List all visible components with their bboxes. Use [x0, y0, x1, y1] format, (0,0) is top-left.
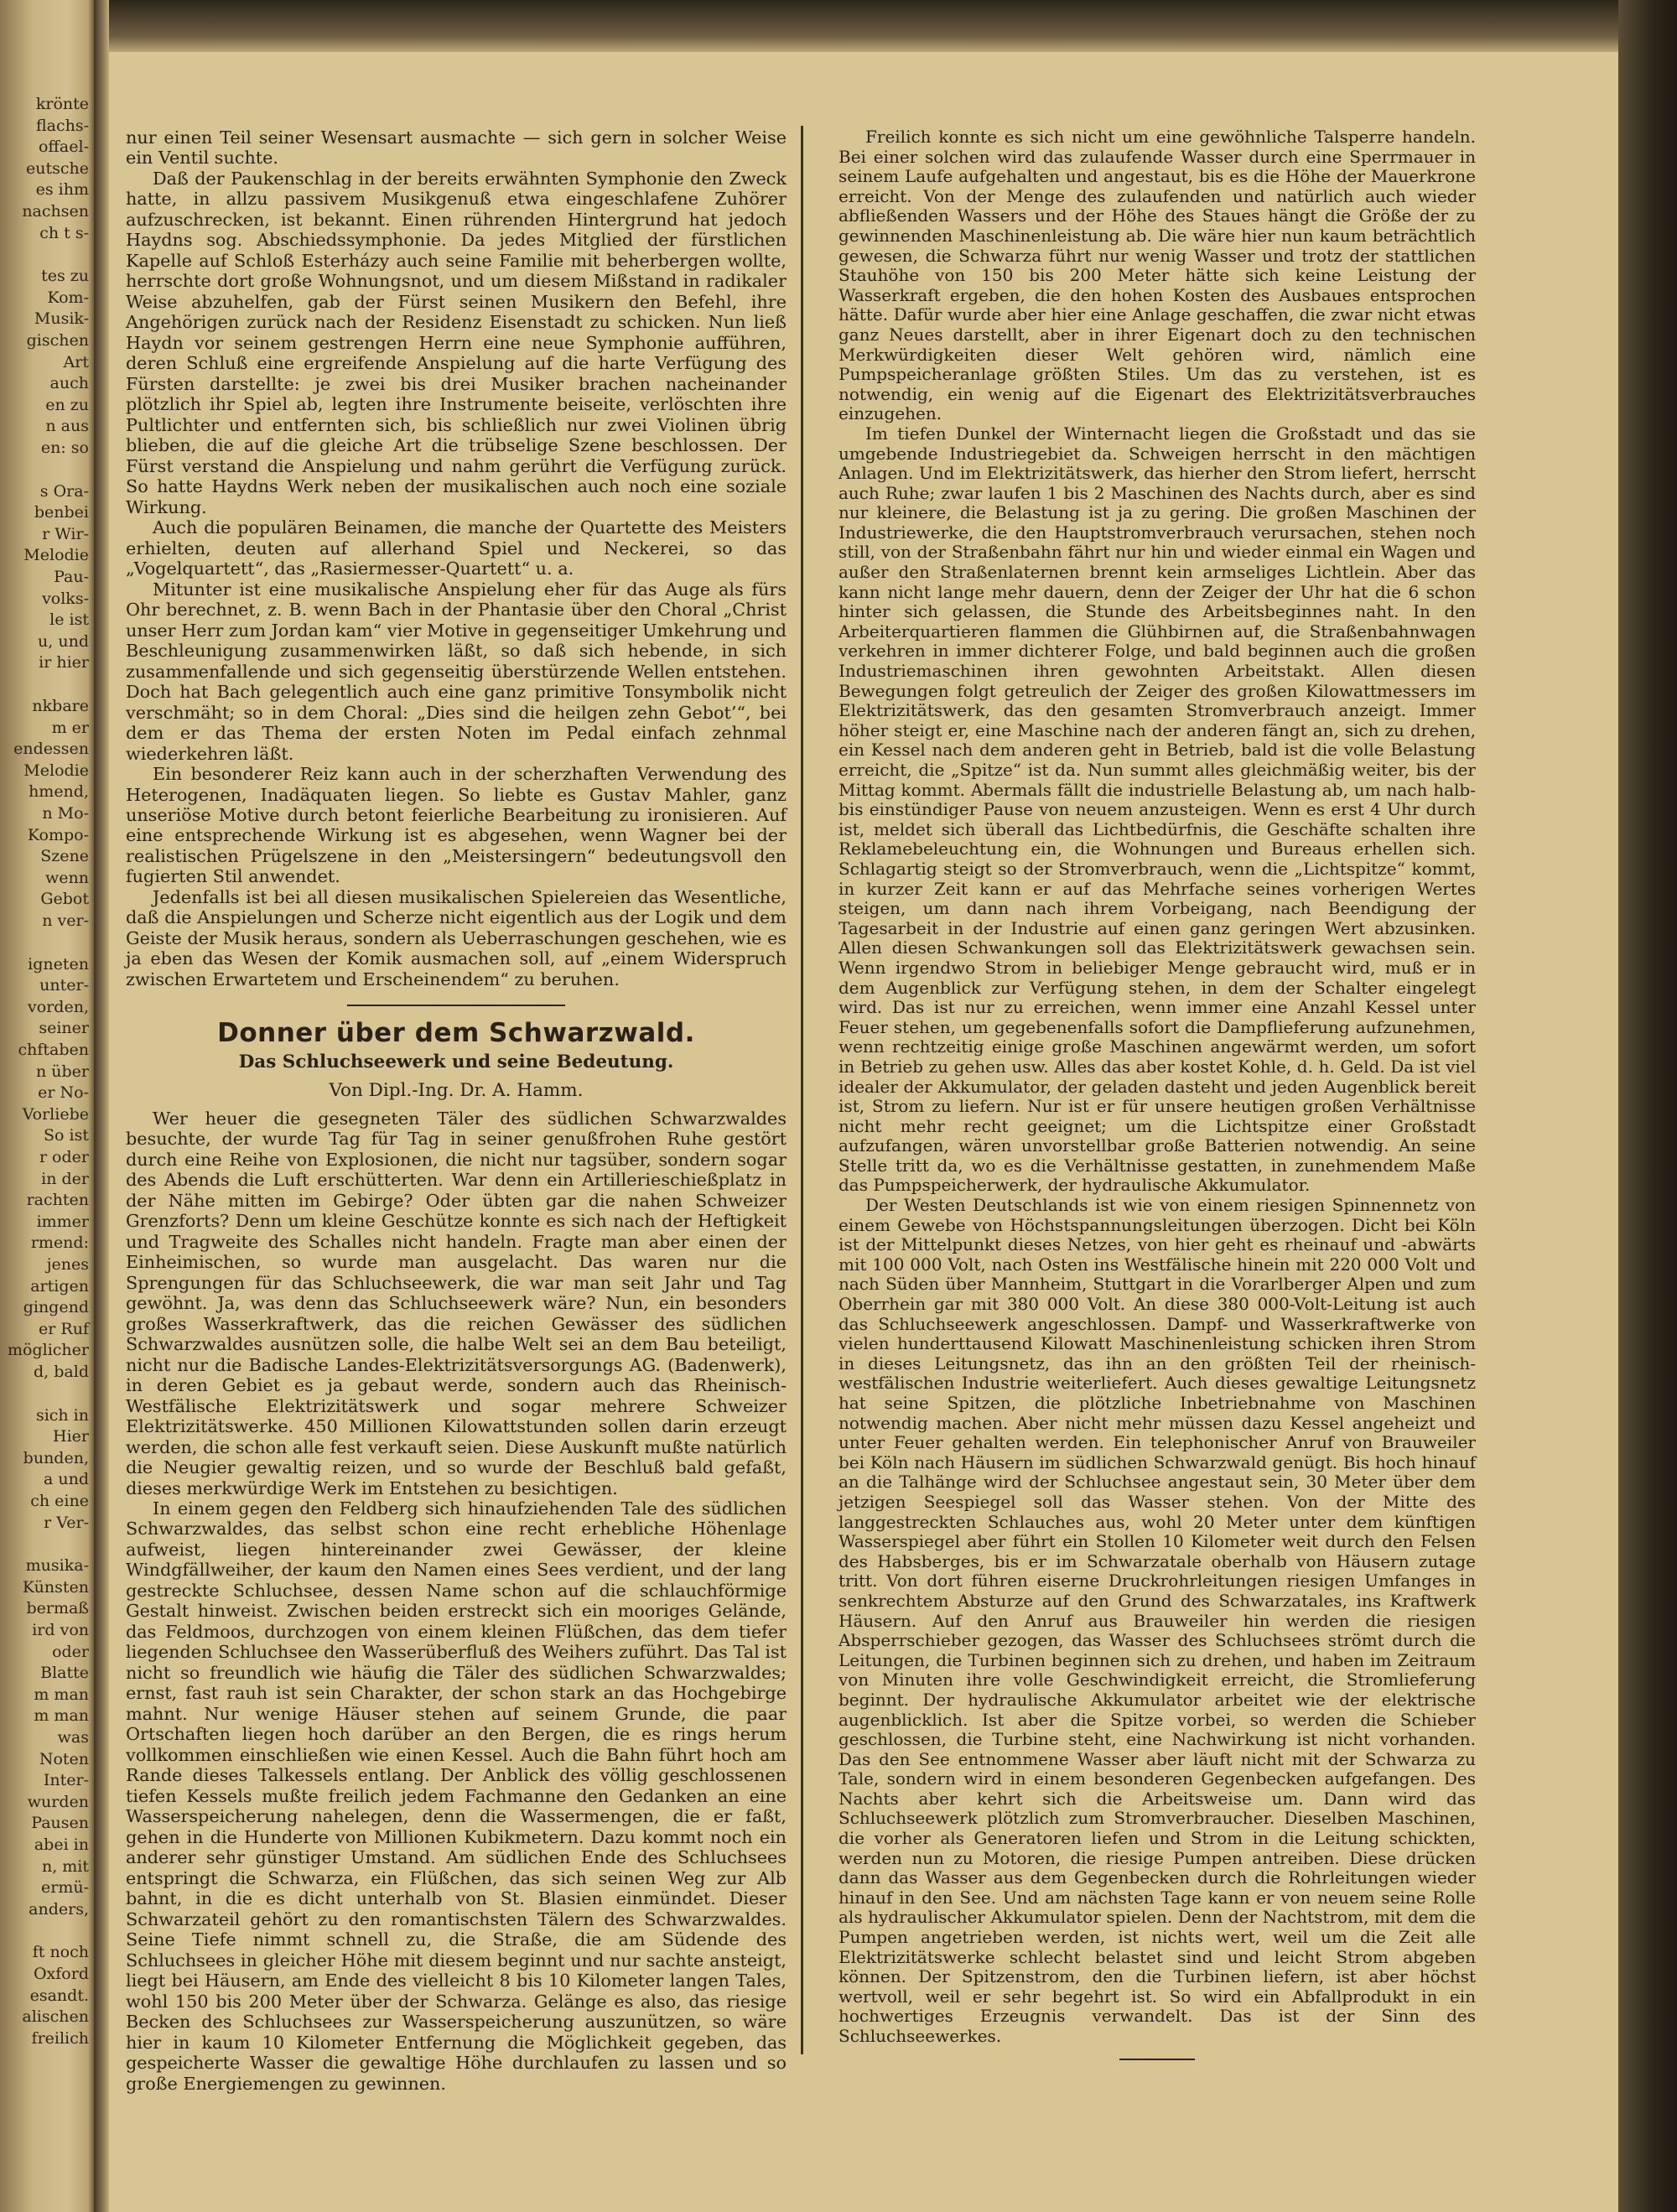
margin-fragment: flachs-	[35, 116, 89, 135]
margin-fragment: es ihm	[35, 180, 89, 200]
margin-fragment: n Mo-	[42, 804, 89, 823]
margin-fragment: Melodie	[23, 761, 89, 780]
margin-fragment: in der	[41, 1169, 89, 1188]
margin-fragment: Kompo-	[27, 825, 89, 844]
margin-fragment: n ver-	[42, 911, 89, 930]
margin-fragment: Vorliebe	[22, 1104, 89, 1124]
margin-fragment: So ist	[44, 1126, 89, 1145]
left-paragraph: nur einen Teil seiner Wesensart ausmachte — sich gern in solcher Weise ein Ventil suchte.	[126, 127, 787, 169]
book-top-edge	[109, 0, 1618, 52]
margin-fragment: s Ora-	[39, 481, 89, 501]
margin-fragment: m er	[51, 718, 89, 737]
margin-fragment: Gebot	[40, 890, 89, 909]
margin-fragment: eutsche	[26, 158, 89, 178]
margin-fragment: r oder	[39, 1148, 89, 1166]
margin-fragment: artigen	[30, 1276, 89, 1296]
margin-fragment: tes zu	[41, 267, 89, 286]
margin-fragment: er Ruf	[39, 1319, 89, 1338]
margin-fragment: wurden	[27, 1792, 89, 1811]
article-paragraph: Der Westen Deutschlands ist wie von einem riesigen Spinnennetz von einem Gewebe von Höchstspannungsleitungen überzogen. Dicht bei Köln ist der Mittelpunkt dieses Netzes, von hier geht es rheinauf und -abwärts mit 100 000 Volt, nach Osten ins Westfälische hinein mit 220 000 Volt und nach Süden über Mannheim, Stuttgart in die Vorarlberger Alpen und zum Oberrhein gar mit 380 000 Volt. An diese 380 000-Volt-Leitung ist auch das Schluchseewerk angeschlossen. Dampf- und Wasserkraftwerke von vielen hunderttausend Kilowatt Maschinenleistung schicken ihren Strom in dieses Leitungsnetz, das ihn an den größten Teil der rheinisch-westfälischen Industrie weiterliefert. Auch dieses gewaltige Leitungsnetz hat seine Spitzen, die plötzliche Inbetriebnahme von Maschinen notwendig machen. Aber nicht mehr müssen dazu Kessel angeheizt und unter Feuer gehalten werden. Ein telephonischer Anruf von Brauweiler bei Köln nach Häusern im südlichen Schwarzwald genügt. Bis hoch hinauf an die Talhänge wird der Schluchsee angestaut sein, 30 Meter über dem jetzigen Seespiegel soll das Wasser stehen. Von der Mitte des langgestreckten Schlauches aus, wohl 20 Meter unter dem künftigen Wasserspiegel aber führt ein Stollen 10 Kilometer weit durch den Felsen des Habsberges, bis er im Schwarzatale oberhalb von Häusern zutage tritt. Von dort führen eiserne Druckrohrleitungen riesigen Umfanges in senkrechtem Absturze auf den Grund des Schwarzatales, ins Kraftwerk Häusern. Auf den Anruf aus Brauweiler hin werden die riesigen Absperrschieber gezogen, das Wasser des Schluchsees strömt durch die Leitungen, die Turbinen beginnen sich zu drehen, und haben im Zeitraum von Minuten ihre volle Geschwindigkeit erreicht, die Stromlieferung beginnt. Der hydraulische Akkumulator arbeitet wie der elektrische augenblicklich. Ist aber die Spitze vorbei, so werden die Schieber geschlossen, die Turbine steht, eine Nachwirkung ist nicht vorhanden. Das den See entnommene Wasser aber läuft nicht mit der Schwarza zu Tale, sondern wird in einem besonderen Gegenbecken aufgefangen. Des Nachts aber kehrt sich die Arbeitsweise um. Dann wird das Schluchseewerk plötzlich zum Stromverbraucher. Dieselben Maschinen, die vorher als Generatoren liefen und Strom in die Leitung schickten, werden nun zu Motoren, die riesige Pumpen antreiben. Diese drücken dann das Wasser aus dem Gegenbecken durch die Rohrleitungen wieder hinauf in den See. Und am nächsten Tage kann er von neuem seine Rolle als hydraulischer Akkumulator spielen. Denn der Nachtstrom, mit dem die Pumpen angetrieben werden, ist nichts wert, weil um die Zeit alle Elektrizitätswerke schlecht belastet sind und leicht Strom abgeben können. Der Spitzenstrom, den die Turbinen liefern, ist aber höchst wertvoll, weil er sehr begehrt ist. So wird ein Abfallprodukt in ein hochwertiges Erzeugnis verwandelt. Das ist der Sinn des Schluchseewerkes.	[838, 1195, 1476, 2046]
margin-fragment: en zu	[45, 395, 89, 414]
right-column	[838, 127, 1476, 2060]
margin-fragment: möglicher	[8, 1341, 89, 1360]
margin-fragment: Pau-	[54, 568, 89, 586]
margin-fragment: r Ver-	[44, 1513, 89, 1532]
margin-fragment: Melodie	[23, 546, 89, 565]
column-rule	[801, 126, 803, 2054]
margin-fragment: benbei	[34, 503, 89, 522]
book-right-edge	[1618, 0, 1677, 2212]
left-paragraph: Daß der Paukenschlag in der bereits erwähnten Symphonie den Zweck hatte, in allzu passivem Musikgenuß etwa eingeschlafene Zuhörer aufzuschrecken, ist bekannt. Einen rührenden Hintergrund hat jedoch Haydns sog. Abschiedssymphonie. Da jedes Mitglied der fürstlichen Kapelle auf Schloß Esterházy auch seine Familie mit beherbergen wollte, herrschte dort große Wohnungsnot, und um diesem Mißstand in radikaler Weise abzuhelfen, gab der Fürst seinen Musikern den Befehl, ihre Angehörigen zurück nach der Residenz Eisenstadt zu schicken. Nun ließ Haydn vor seinem gestrengen Herrn eine neue Symphonie aufführen, deren Schluß eine ergreifende Anspielung auf die harte Verfügung des Fürsten darstellte: je zwei bis drei Musiker brachen nacheinander plötzlich ihr Spiel ab, legten ihre Instrumente beiseite, verlöschten ihre Pultlichter und entfernten sich, bis schließlich nur zwei Violinen übrig blieben, die auf die gleiche Art die trübselige Szene beschlossen. Der Fürst verstand die Anspielung und nahm gerührt die Verfügung zurück. So hatte Haydns Werk neben der musikalischen auch noch eine soziale Wirkung.	[126, 168, 787, 517]
margin-fragment: chftaben	[18, 1041, 89, 1059]
margin-fragment: u, und	[38, 631, 89, 651]
left-paragraph: Mitunter ist eine musikalische Anspielung eher für das Auge als fürs Ohr berechnet, z. B. wenn Bach in der Phantasie über den Choral „Christ unser Herr zum Jordan kam“ vier Motive in gegenseitiger Umkehrung und Beschleunigung zusammenwirken läßt, so daß sich hebende, in sich zusammenfallende und sich gegenseitig überstürzende Wellen entstehen. Doch hat Bach gelegentlich auch eine ganz primitive Tonsymbolik nicht verschmäht; so in dem Choral: „Dies sind die heilgen zehn Gebot’“, bei dem er das Thema der ersten Noten im Pedal einfach zehnmal wiederkehren läßt.	[126, 579, 787, 764]
margin-fragment: oder	[52, 1642, 89, 1661]
margin-fragment: le ist	[49, 610, 89, 630]
margin-fragment: sich in	[35, 1405, 89, 1425]
margin-fragment: Noten	[39, 1749, 89, 1768]
margin-fragment: anders,	[29, 1899, 89, 1919]
margin-fragment: abei in	[34, 1836, 89, 1854]
article-paragraph: Wer heuer die gesegneten Täler des südlichen Schwarzwaldes besuchte, der wurde Tag für Tag in seiner genußfrohen Ruhe gestört durch eine Reihe von Explosionen, die nicht nur tagsüber, sondern sogar des Abends die Luft erschütterten. War denn ein Artillerieschießplatz in der Nähe mitten im Gebirge? Oder übten gar die nahen Schweizer Grenzforts? Denn um kleine Geschütze konnte es sich nach der Heftigkeit und Tragweite des Schalles nicht handeln. Fragte man aber einen der Einheimischen, so wurde man ausgelacht. Das waren nur die Sprengungen für das Schluchseewerk, die war man seit Jahr und Tag gewöhnt. Ja, was denn das Schluchseewerk wäre? Nun, ein besonders großes Wasserkraftwerk, das die reichen Gewässer des südlichen Schwarzwaldes ausnützen solle, die halbe Welt sei an dem Bau beteiligt, nicht nur die Badische Landes-Elektrizitätsversorgungs AG. (Badenwerk), in deren Gebiet es ja gebaut werde, sondern auch das Rheinisch-Westfälische Elektrizitätswerk und sogar mehrere Schweizer Elektrizitätswerke. 450 Millionen Kilowattstunden sollen darin erzeugt werden, die schon alle fest verkauft seien. Diese Auskunft mußte natürlich die Neugier gewaltig reizen, und so wurde der Beschluß bald gefaßt, dieses merkwürdige Werk im Entstehen zu besichtigen.	[126, 1108, 787, 1498]
margin-fragment: n, mit	[41, 1856, 89, 1876]
margin-fragment: er No-	[38, 1083, 89, 1103]
margin-fragment: Pausen	[31, 1814, 89, 1833]
margin-fragment: bunden,	[23, 1448, 89, 1467]
margin-fragment: m man	[34, 1685, 89, 1704]
left-paragraph: Jedenfalls ist bei all diesen musikalischen Spielereien das Wesentliche, daß die Anspielungen und Scherze nicht eigentlich aus der Logik und dem Geiste der Musik heraus, sondern als Ueberraschungen geschehen, wie es ja eben das Wesen der Komik ausmachen soll, auf „einem Widerspruch zwischen Erwartetem und Erscheinendem“ zu beruhen.	[126, 886, 787, 989]
margin-fragment: Hier	[53, 1427, 89, 1446]
margin-fragment: Musik-	[34, 309, 89, 329]
margin-fragment: Art	[63, 352, 89, 371]
margin-fragment: nkbare	[32, 697, 89, 715]
margin-fragment: musika-	[25, 1556, 89, 1576]
margin-fragment: Kom-	[47, 288, 89, 307]
margin-fragment: krönte	[35, 95, 89, 113]
article-end-rule	[1119, 2059, 1195, 2060]
margin-fragment: Szene	[40, 847, 89, 866]
margin-fragment: rachten	[26, 1191, 89, 1210]
article-subhead: Das Schluchseewerk und seine Bedeutung.	[238, 1051, 674, 1072]
margin-fragment: Oxford	[33, 1965, 89, 1983]
margin-fragment: gingend	[23, 1298, 89, 1317]
margin-fragment: n über	[35, 1062, 89, 1081]
article-paragraph: Freilich konnte es sich nicht um eine gewöhnliche Talsperre handeln. Bei einer solchen wird das zulaufende Wasser durch eine Sperrmauer in seinem Laufe aufgehalten und angestaut, bis es die Höhe der Mauerkrone erreicht. Von der Menge des zulaufenden und natürlich auch wieder abfließenden Wassers und der Höhe des Staues hängt die Größe der zu gewinnenden Maschinenleistung ab. Die wäre hier nun kaum beträchtlich gewesen, die Schwarza führt nur wenig Wasser und trotz der stattlichen Stauhöhe von 150 bis 200 Meter hätte sich keine Leistung der Wasserkraft ergeben, die den hohen Kosten des Ausbaues entsprochen hätte. Dafür wurde aber hier eine Anlage geschaffen, die zwar nicht etwas ganz Neues darstellt, aber in ihrer Eigenart doch zu den technischen Merkwürdigkeiten dieser Welt gehören wird, nämlich eine Pumpspeicheranlage größten Stiles. Um das zu verstehen, ist es notwendig, ein wenig auf die Eigenart des Elektrizitätsverbrauches einzugehen.	[838, 127, 1476, 424]
margin-fragment: jenes	[46, 1255, 89, 1274]
margin-fragment: alischen	[22, 2007, 89, 2027]
left-column	[126, 127, 787, 2094]
margin-fragment: d, bald	[34, 1363, 89, 1381]
left-paragraph: Ein besonderer Reiz kann auch in der scherzhaften Verwendung des Heterogenen, Inadäquaten liegen. So liebte es Gustav Mahler, ganz unseriöse Motive durch betont feierliche Bearbeitung zu ironisieren. Auf eine entsprechende Wirkung ist es abgesehen, wenn Wagner bei der realistischen Prügelszene in den „Meistersingern“ bedeutungsvoll den fugierten Stil anwendet.	[126, 764, 787, 887]
article-headline: Donner über dem Schwarzwald.	[217, 1018, 695, 1049]
margin-fragment: wenn	[45, 868, 89, 887]
margin-fragment: was	[57, 1728, 89, 1747]
left-paragraph: Auch die populären Beinamen, die manche der Quartette des Meisters erhielten, deuten auf allerhand Spiel und Neckerei, so das „Vogelquartett“, das „Rasiermesser-Quartett“ u. a.	[126, 517, 787, 579]
margin-fragment: Blatte	[40, 1664, 89, 1683]
margin-fragment: nachsen	[22, 202, 89, 221]
margin-fragment: esandt.	[29, 1986, 89, 2005]
previous-page-margin	[0, 0, 94, 2212]
margin-fragment: immer	[36, 1212, 89, 1231]
margin-fragment: r Wir-	[42, 524, 89, 543]
margin-fragment: a und	[43, 1470, 89, 1489]
margin-fragment: hmend,	[29, 782, 89, 802]
margin-fragment: ft noch	[32, 1943, 89, 1962]
margin-fragment: endessen	[13, 740, 89, 759]
margin-fragment: freilich	[31, 2028, 89, 2048]
margin-fragment: unter-	[39, 976, 89, 995]
margin-fragment: ird von	[32, 1621, 89, 1639]
section-divider	[347, 1005, 565, 1006]
article-paragraph: In einem gegen den Feldberg sich hinaufziehenden Tale des südlichen Schwarzwaldes, das selbst schon eine recht erhebliche Höhenlage aufweist, liegen hintereinander zwei Gewässer, der kleine Windgfällweiher, der kaum den Namen eines Sees verdient, und der lang gestreckte Schluchsee, dessen Name schon auf die schlauchförmige Gestalt hinweist. Zwischen beiden erstreckt sich ein mooriges Gelände, das Feldmoos, durchzogen von einem kleinen Flüßchen, das dem tiefer liegenden Schluchsee den Wasserüberfluß des Weihers zuführt. Das Tal ist nicht so freundlich wie häufig die Täler des südlichen Schwarzwaldes; ernst, fast rauh ist sein Charakter, der schon stark an das Hochgebirge mahnt. Nur wenige Häuser stehen auf seinem Grunde, die paar Ortschaften liegen hoch darüber an den Bergen, die es rings herum vollkommen einschließen wie einen Kessel. Auch die Bahn führt hoch am Rande dieses Talkessels entlang. Der Anblick des völlig geschlossenen tiefen Kessels mußte freilich jedem Fachmanne den Gedanken an eine Wasserspeicherung nahelegen, denn die Wassermengen, die er faßt, gehen in die Hunderte von Millionen Kubikmetern. Dazu kommt noch ein anderer sehr günstiger Umstand. Am südlichen Ende des Schluchsees entspringt die Schwarza, ein Flüßchen, das sich seinen Weg zur Alb bahnt, in die es dicht unterhalb von St. Blasien einmündet. Dieser Schwarzateil gehört zu den romantischsten Tälern des Schwarzwaldes. Seine Tiefe nimmt schnell zu, die Straße, die am Südende des Schluchsees in gleicher Höhe mit diesem beginnt und nur sachte ansteigt, liegt bei Häusern, am Ende des vielleicht 8 bis 10 Kilometer langen Tales, wohl 150 bis 200 Meter über der Schwarza. Gelänge es also, das riesige Becken des Schluchsees zur Wasserspeicherung auszunützen, so wäre hier in kaum 10 Kilometer Entfernung die Möglichkeit gegeben, das gespeicherte Wasser die gewaltige Höhe durchlaufen zu lassen und so große Energiemengen zu gewinnen.	[126, 1498, 787, 2094]
article-paragraph: Im tiefen Dunkel der Winternacht liegen die Großstadt und das sie umgebende Industriegebiet da. Schweigen herrscht in den mächtigen Anlagen. Und im Elektrizitätswerk, das hierher den Strom liefert, herrscht auch Ruhe; zwar laufen 1 bis 2 Maschinen des Nachts durch, aber es sind nur kleinere, die Belastung ist ja zu gering. Die großen Maschinen der Industriewerke, die den Hauptstromverbrauch verursachen, stehen noch still, von der Straßenbahn fährt nur hin und wieder einmal ein Wagen und außer den Straßenlaternen brennt kein armseliges Lichtlein. Aber das kann nicht lange mehr dauern, denn der Zeiger der Uhr hat die 6 schon hinter sich gelassen, die Stunde des Arbeitsbeginnes naht. In den Arbeiterquartieren flammen die Glühbirnen auf, die Straßenbahnwagen verkehren in immer dichterer Folge, und bald beginnen auch die großen Industriemaschinen ihren gewohnten Arbeitstakt. Allen diesen Bewegungen folgt getreulich der Zeiger des großen Kilowattmessers im Elektrizitätswerk, das den gesamten Stromverbrauch anzeigt. Immer höher steigt er, eine Maschine nach der anderen fängt an, sich zu drehen, ein Kessel nach dem anderen geht in Betrieb, bald ist die volle Belastung erreicht, die „Spitze“ ist da. Nun summt alles gleichmäßig weiter, bis der Mittag kommt. Abermals fällt die industrielle Belastung ab, um nach halb- bis einstündiger Pause von neuem anzusteigen. Wenn es erst 4 Uhr durch ist, meldet sich überall das Lichtbedürfnis, die Geschäfte schalten ihre Reklamebeleuchtung ein, die Wohnungen und Bureaus erhellen sich. Schlagartig steigt so der Stromverbrauch, wenn die „Lichtspitze“ kommt, in kurzer Zeit kann er auf das Mehrfache seines vorherigen Wertes steigen, um dann nach ihrem Vorbeigang, nach Beendigung der Tagesarbeit in der Industrie auf einen ganz geringen Wert abzusinken. Allen diesen Schwankungen soll das Elektrizitätswerk gewachsen sein. Wenn irgendwo Strom in beliebiger Menge gebraucht wird, muß er in dem Augenblick zur Verfügung stehen, in dem der Schalter eingelegt wird. Das ist nur zu erreichen, wenn immer eine Anzahl Kessel unter Feuer stehen, um gegebenenfalls sofort die Dampflieferung aufzunehmen, wenn rechtzeitig einige große Maschinen angewärmt werden, um sofort in Betrieb zu gehen usw. Alles das aber kostet Kohle, d. h. Geld. Da ist viel idealer der Akkumulator, der geladen dasteht und jeden Augenblick bereit ist, Strom zu liefern. Nur ist er für unsere heutigen großen Verhältnisse nicht mehr recht geeignet; um die Lichtspitze einer Großstadt aufzufangen, wären unvorstellbar große Batterien notwendig. An seine Stelle tritt da, wo es die Verhältnisse gestatten, in zunehmendem Maße das Pumpspeicherwerk, der hydraulische Akkumulator.	[838, 423, 1476, 1196]
margin-fragment: igneten	[28, 954, 89, 974]
margin-fragment: offael-	[38, 138, 89, 157]
margin-fragment: rmend:	[30, 1233, 89, 1253]
margin-fragment: en: so	[40, 439, 89, 457]
margin-fragment: m man	[34, 1706, 89, 1726]
margin-fragment: ch eine	[30, 1492, 89, 1510]
margin-fragment: bermaß	[26, 1599, 89, 1618]
margin-fragment: gischen	[26, 331, 89, 350]
margin-fragment: seiner	[39, 1019, 89, 1038]
margin-fragment: ermü-	[41, 1878, 89, 1898]
margin-fragment: auch	[49, 374, 89, 393]
book-gutter	[94, 0, 109, 2212]
margin-fragment: vorden,	[28, 997, 89, 1016]
margin-fragment: ch t s-	[39, 223, 89, 242]
margin-fragment: volks-	[42, 589, 89, 608]
margin-fragment: Künsten	[22, 1577, 89, 1597]
margin-fragment: Inter-	[43, 1771, 89, 1790]
article-byline: Von Dipl.-Ing. Dr. A. Hamm.	[329, 1080, 584, 1102]
margin-fragment: n aus	[45, 417, 89, 436]
margin-fragment: ir hier	[39, 653, 89, 672]
